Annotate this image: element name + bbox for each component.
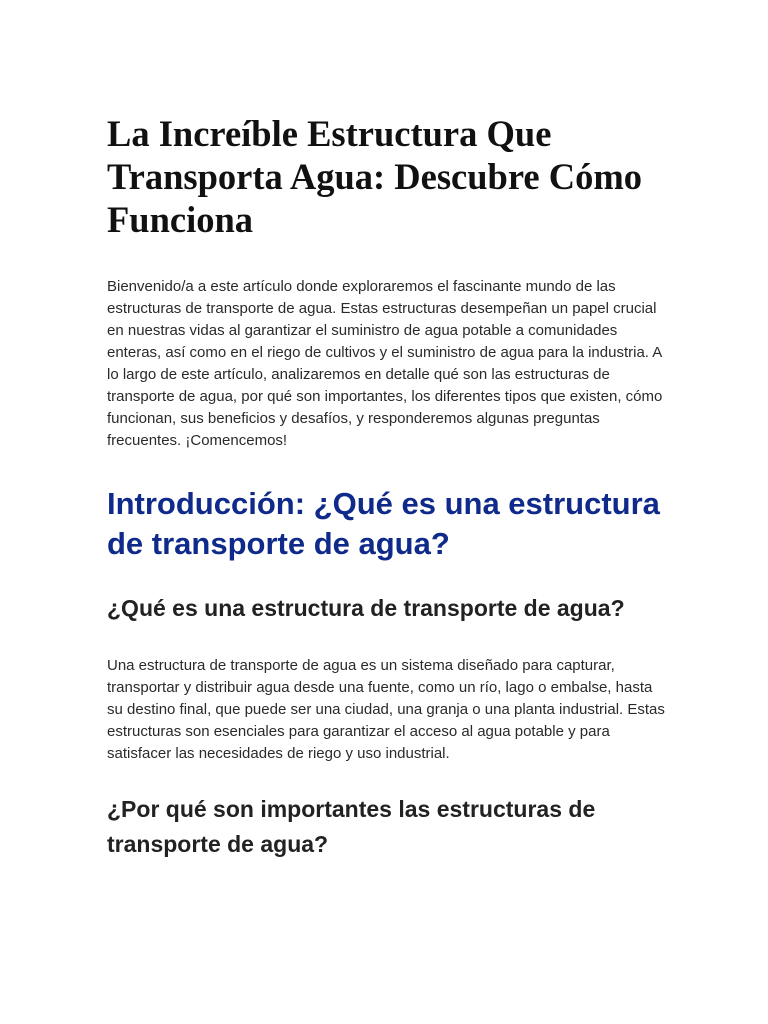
document-page [107, 112, 667, 862]
document-title: La Increíble Estructura Que Transporta Agua: Descubre Cómo Funciona [107, 113, 642, 240]
subheading-what-is: ¿Qué es una estructura de transporte de agua? [107, 595, 625, 621]
intro-paragraph: Bienvenido/a a este artículo donde exploraremos el fascinante mundo de las estructuras de transporte de agua. Estas estructuras desempeñan un papel crucial en nuestras vidas al garantizar el suministro de agua potable a comunidades enteras, así como en el riego de cultivos y el suministro de agua para la industria. A lo largo de este artículo, analizaremos en detalle qué son las estructuras de transporte de agua, por qué son importantes, los diferentes tipos que existen, cómo funcionan, sus beneficios y desafíos, y responderemos algunas preguntas frecuentes. ¡Comencemos! [107, 278, 663, 449]
definition-paragraph: Una estructura de transporte de agua es un sistema diseñado para capturar, transportar y distribuir agua desde una fuente, como un río, lago o embalse, hasta su destino final, que puede ser una ciudad, una granja o una planta industrial. Estas estructuras son esenciales para garantizar el acceso al agua potable y para satisfacer las necesidades de riego y uso industrial. [107, 657, 665, 762]
subheading-why-important: ¿Por qué son importantes las estructuras de transporte de agua? [107, 796, 596, 857]
section-heading: Introducción: ¿Qué es una estructura de transporte de agua? [107, 486, 660, 561]
